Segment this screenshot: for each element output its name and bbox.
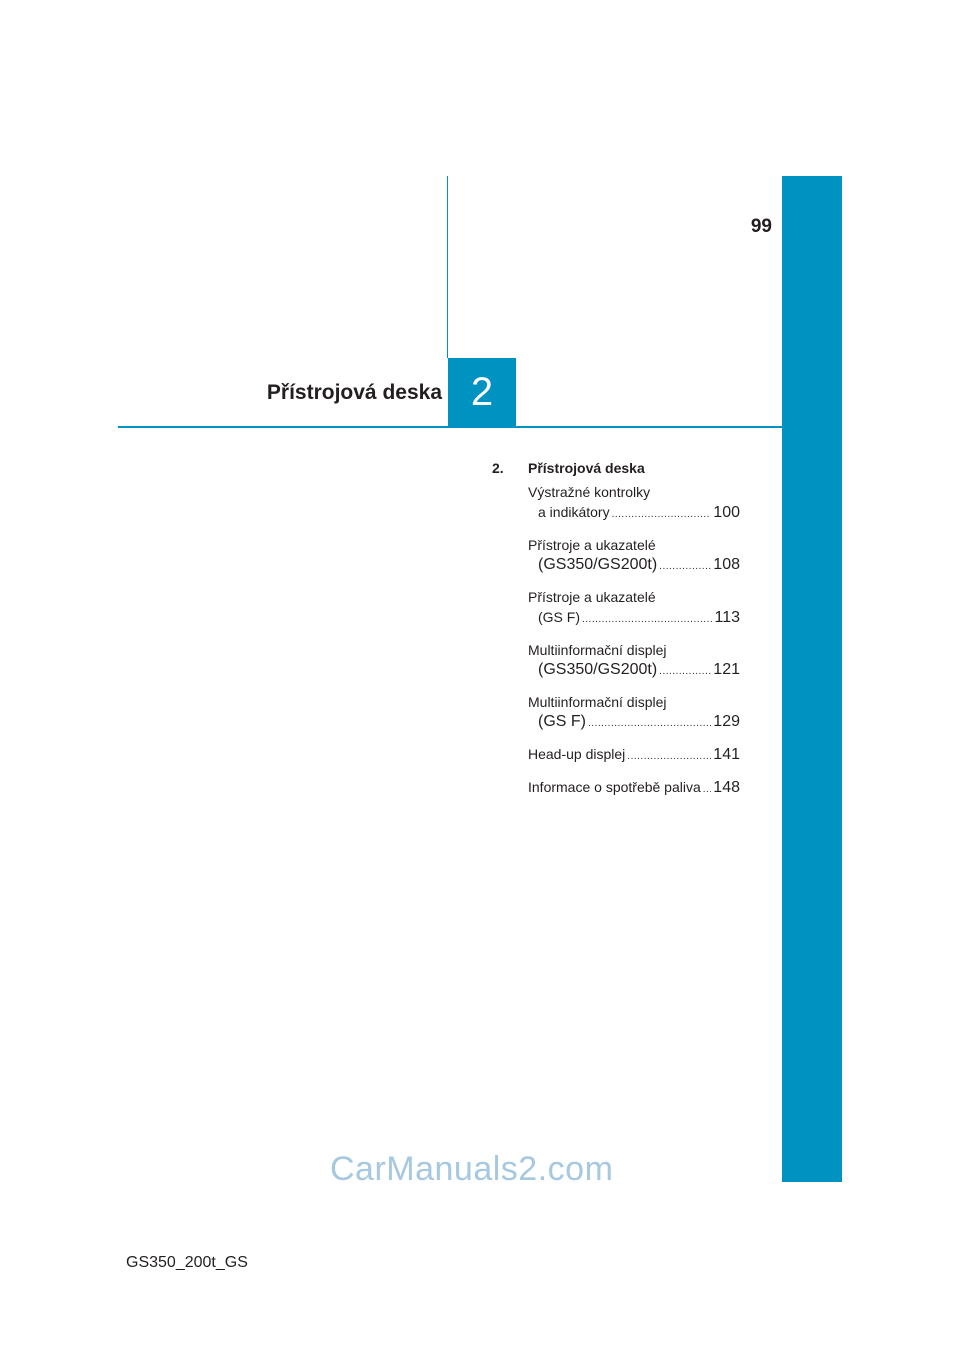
- toc-entry-title: Multiinformační displej: [528, 642, 667, 658]
- table-of-contents: [492, 460, 740, 810]
- toc-entry-page: 121: [713, 661, 740, 678]
- toc-entry-page: 113: [714, 609, 740, 626]
- toc-entry[interactable]: [528, 744, 740, 767]
- dot-leader: [588, 714, 711, 734]
- toc-entry[interactable]: [528, 777, 740, 800]
- toc-heading: [492, 460, 740, 476]
- toc-entry-subtitle: (GS350/GS200t): [538, 556, 658, 573]
- toc-entry-title: Přístroje a ukazatelé: [528, 537, 656, 553]
- toc-entry-subtitle: (GS F): [538, 713, 586, 730]
- toc-entry[interactable]: [528, 482, 740, 525]
- section-title: Přístrojová deska: [528, 460, 645, 476]
- section-number: 2.: [492, 460, 504, 476]
- toc-entry[interactable]: [528, 692, 740, 734]
- page-number: 99: [750, 216, 772, 237]
- toc-entry-subtitle: (GS350/GS200t): [538, 661, 658, 678]
- toc-entry-title: Head-up displej: [528, 746, 626, 762]
- chapter-number-box: 2: [448, 358, 516, 427]
- watermark-logo: CarManuals2.com: [330, 1150, 614, 1188]
- side-tab: [782, 176, 842, 1182]
- dot-leader: [703, 780, 712, 800]
- toc-entry-title: Výstražné kontrolky: [528, 484, 651, 500]
- toc-entry[interactable]: [528, 535, 740, 577]
- dot-leader: [659, 557, 711, 577]
- toc-entry-subtitle: a indikátory: [538, 504, 610, 520]
- toc-entry[interactable]: [528, 640, 740, 682]
- model-code: GS350_200t_GS: [126, 1254, 248, 1271]
- toc-entry-page: 129: [713, 713, 740, 730]
- toc-entry-title: Informace o spotřebě paliva: [528, 779, 701, 795]
- toc-entry-page: 148: [713, 779, 740, 796]
- toc-entry-page: 141: [713, 746, 740, 763]
- toc-entry-title: Přístroje a ukazatelé: [528, 589, 656, 605]
- toc-entry-subtitle: (GS F): [538, 609, 580, 625]
- vertical-rule: [447, 176, 448, 358]
- dot-leader: [659, 662, 711, 682]
- chapter-title: Přístrojová deska: [266, 381, 442, 404]
- toc-entry[interactable]: [528, 587, 740, 630]
- toc-entry-page: 100: [713, 504, 740, 521]
- toc-entry-page: 108: [713, 556, 740, 573]
- dot-leader: [612, 505, 712, 525]
- dot-leader: [627, 747, 711, 767]
- dot-leader: [582, 610, 712, 630]
- toc-entry-title: Multiinformační displej: [528, 694, 667, 710]
